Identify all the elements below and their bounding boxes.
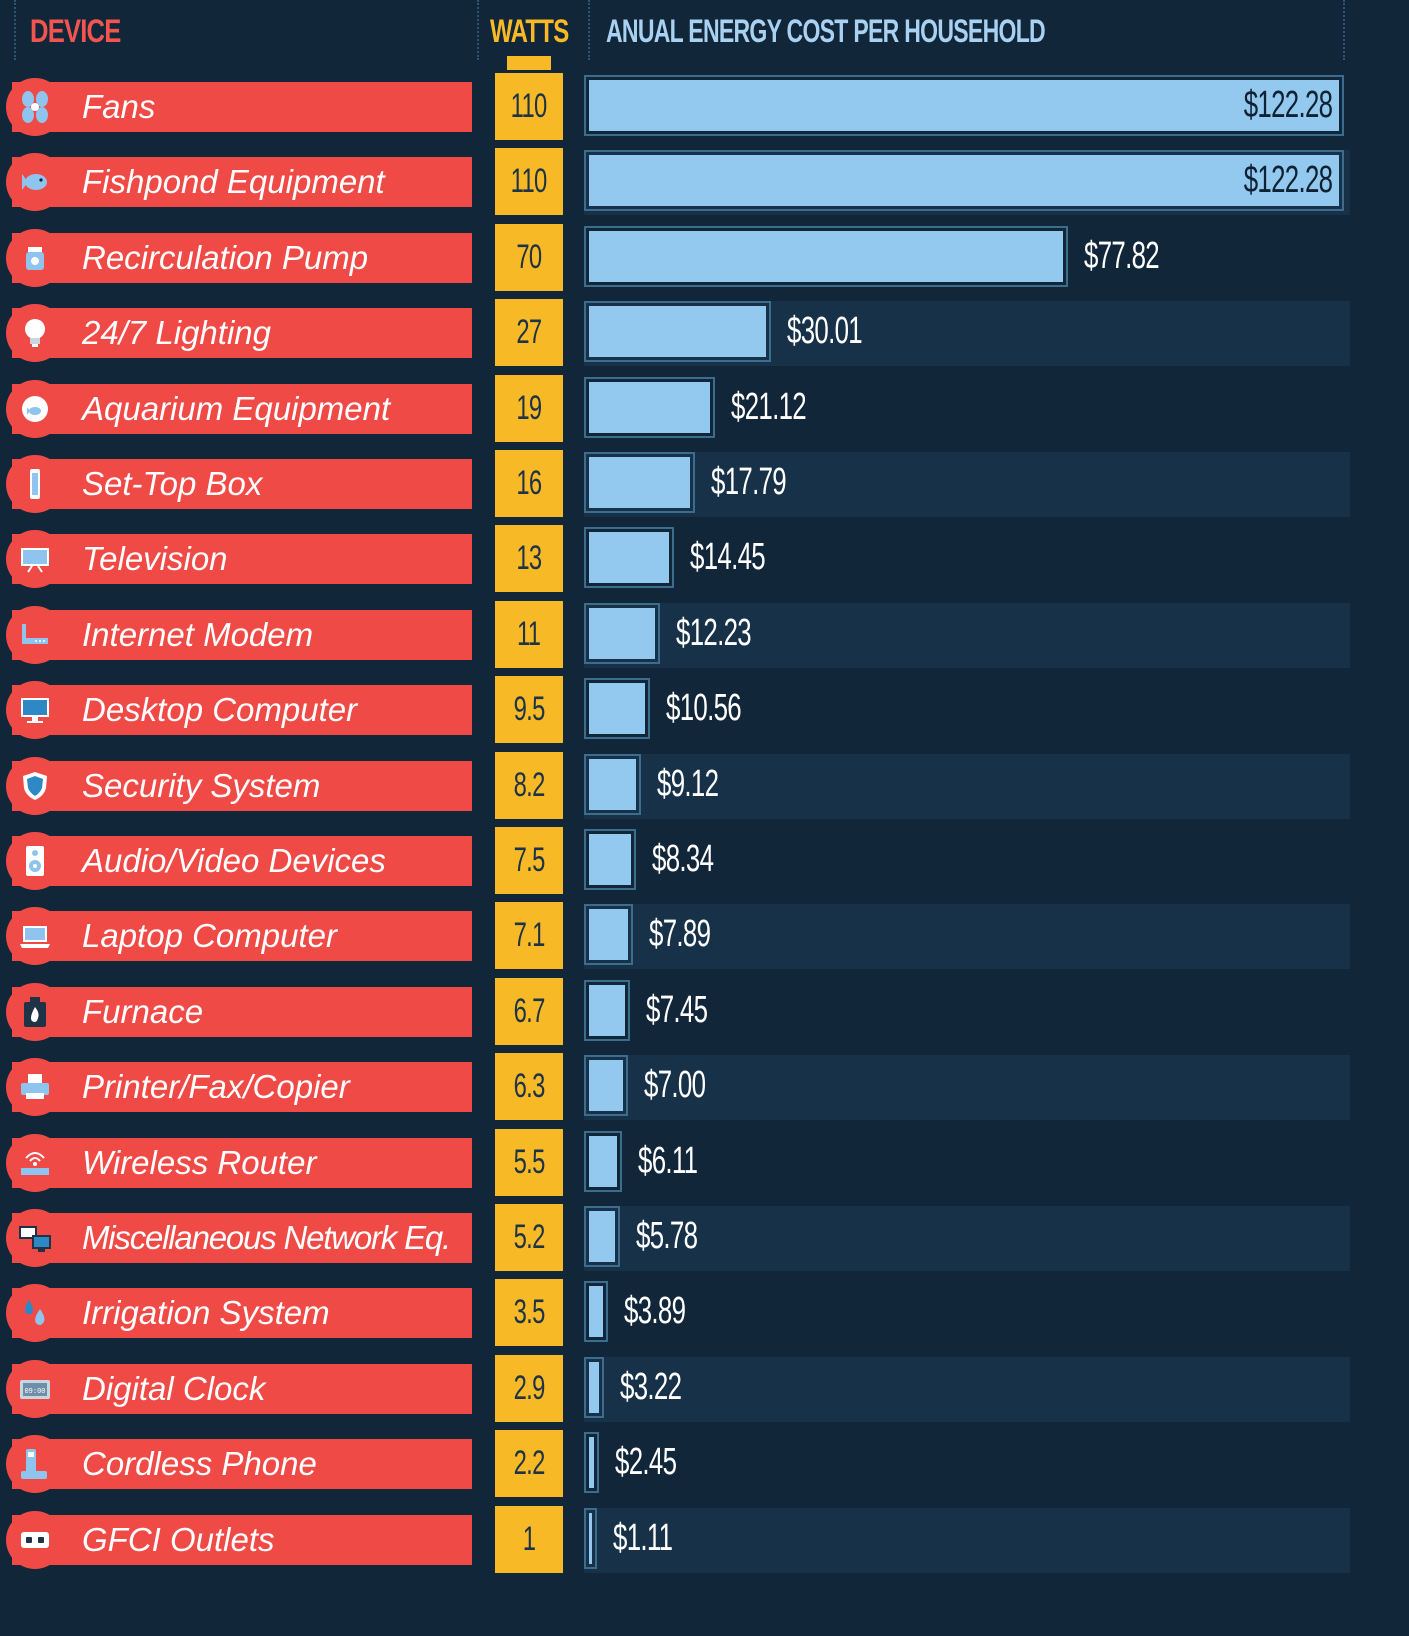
table-row (0, 144, 1350, 219)
device-label: Wireless Router (82, 1144, 317, 1181)
device-label: Miscellaneous Network Eq. (82, 1219, 450, 1256)
table-row (0, 295, 1350, 370)
watts-value: 6.3 (513, 1067, 545, 1105)
watts-box (495, 902, 563, 969)
device-label: Printer/Fax/Copier (82, 1068, 350, 1105)
laptop-icon (6, 907, 64, 965)
device-label: 24/7 Lighting (82, 314, 271, 351)
cost-bar (584, 527, 674, 588)
device-label: Furnace (82, 993, 204, 1030)
clock-text: 09:00 (24, 1388, 46, 1396)
cost-bar-fill (589, 1286, 603, 1337)
cost-bar (584, 980, 630, 1041)
cost-value-label: $122.28 (1243, 159, 1332, 201)
table-row (0, 69, 1350, 144)
device-label: Desktop Computer (82, 691, 358, 728)
device-label-bar (12, 534, 472, 584)
watts-value: 70 (516, 238, 542, 276)
cost-bar-fill (589, 1437, 594, 1488)
printer-icon (6, 1058, 64, 1116)
watts-box (495, 224, 563, 291)
cost-bar-fill (589, 1211, 615, 1262)
header-watts: WATTS (490, 12, 569, 49)
device-label: Fans (82, 88, 156, 125)
watts-box (495, 827, 563, 894)
watts-value: 8.2 (513, 766, 545, 804)
cost-bar (584, 1432, 599, 1493)
watts-value: 110 (511, 162, 547, 200)
table-row (0, 1426, 1350, 1501)
cost-bar-fill (589, 382, 710, 433)
watts-value: 7.1 (513, 916, 545, 954)
cost-bar (584, 301, 771, 362)
outlet-icon (6, 1511, 64, 1569)
cost-bar-fill (589, 80, 1339, 131)
watts-box (495, 676, 563, 743)
cost-bar-fill (589, 909, 628, 960)
fish-icon (6, 153, 64, 211)
set-top-box-icon (6, 455, 64, 513)
table-row (0, 672, 1350, 747)
watts-box (495, 148, 563, 215)
watts-box (495, 1053, 563, 1120)
wifi-router-icon (6, 1134, 64, 1192)
table-row (0, 1275, 1350, 1350)
cost-bar-fill (589, 1136, 617, 1187)
digital-clock-icon (6, 1360, 64, 1418)
cost-value-label: $6.11 (638, 1140, 698, 1182)
cost-bar (584, 226, 1068, 287)
table-row (0, 597, 1350, 672)
watts-box (495, 73, 563, 140)
table-row (0, 1049, 1350, 1124)
row-stripe (584, 1206, 1350, 1271)
watts-value: 5.2 (513, 1218, 545, 1256)
lightbulb-icon (6, 304, 64, 362)
cost-value-label: $77.82 (1084, 235, 1159, 277)
cost-bar-fill (589, 306, 766, 357)
watts-box (495, 752, 563, 819)
cost-bar-fill (589, 155, 1339, 206)
table-row (0, 748, 1350, 823)
table-row (0, 898, 1350, 973)
cost-bar (584, 150, 1344, 211)
table-row (0, 220, 1350, 295)
furnace-icon (6, 983, 64, 1041)
cost-bar (584, 452, 695, 513)
cost-bar (584, 1055, 628, 1116)
table-row (0, 1502, 1350, 1577)
cost-value-label: $3.89 (624, 1290, 686, 1332)
cost-bar (584, 603, 660, 664)
watts-value: 19 (516, 389, 542, 427)
cost-value-label: $7.45 (646, 989, 708, 1031)
cost-bar-fill (589, 532, 669, 583)
cost-bar (584, 904, 633, 965)
cost-value-label: $3.22 (620, 1366, 682, 1408)
cost-bar (584, 75, 1344, 136)
cost-bar-fill (589, 834, 631, 885)
cost-bar-fill (589, 1060, 623, 1111)
cost-value-label: $7.89 (649, 913, 711, 955)
cost-value-label: $122.28 (1243, 84, 1332, 126)
watts-value: 13 (516, 539, 542, 577)
row-stripe (584, 452, 1350, 517)
watts-value: 9.5 (513, 690, 545, 728)
device-label: Television (82, 540, 228, 577)
fan-icon (6, 78, 64, 136)
watts-value: 6.7 (513, 992, 545, 1030)
cost-value-label: $1.11 (613, 1517, 673, 1559)
watts-value: 7.5 (513, 841, 545, 879)
cost-bar-fill (589, 1513, 592, 1564)
cost-value-label: $8.34 (652, 838, 714, 880)
device-label: Security System (82, 767, 321, 804)
device-label: Fishpond Equipment (82, 163, 385, 200)
device-label: Recirculation Pump (82, 239, 369, 276)
cost-value-label: $21.12 (731, 386, 806, 428)
cordless-phone-icon (6, 1435, 64, 1493)
device-label: Aquarium Equipment (82, 390, 391, 427)
watts-value: 11 (517, 615, 541, 653)
cost-bar (584, 829, 636, 890)
device-label: Internet Modem (82, 616, 314, 653)
device-label: GFCI Outlets (82, 1521, 275, 1558)
watts-box (495, 375, 563, 442)
modem-icon (6, 606, 64, 664)
cost-bar (584, 678, 650, 739)
header-device: DEVICE (30, 12, 121, 49)
watts-box (495, 1430, 563, 1497)
watts-box (495, 1506, 563, 1573)
device-label: Irrigation System (82, 1294, 330, 1331)
row-stripe (584, 1357, 1350, 1422)
watts-value: 110 (511, 87, 547, 125)
cost-bar-fill (589, 608, 655, 659)
watts-box (495, 978, 563, 1045)
device-label-bar (12, 987, 472, 1037)
watts-value: 5.5 (513, 1143, 545, 1181)
cost-bar-fill (589, 457, 690, 508)
table-row (0, 521, 1350, 596)
cost-bar (584, 1131, 622, 1192)
header-cost: ANUAL ENERGY COST PER HOUSEHOLD (606, 12, 1045, 49)
device-label-bar (12, 82, 472, 132)
watts-box (495, 525, 563, 592)
cost-bar-fill (589, 759, 636, 810)
watts-value: 16 (516, 464, 542, 502)
cost-value-label: $30.01 (787, 310, 862, 352)
watts-box (495, 1355, 563, 1422)
cost-value-label: $14.45 (690, 536, 765, 578)
cost-value-label: $5.78 (636, 1215, 698, 1257)
watts-value: 2.2 (513, 1444, 545, 1482)
watts-box (495, 450, 563, 517)
watts-box (495, 1204, 563, 1271)
table-row (0, 371, 1350, 446)
watts-box (495, 601, 563, 668)
cost-bar (584, 1206, 620, 1267)
cost-value-label: $7.00 (644, 1064, 706, 1106)
cost-bar-fill (589, 1362, 599, 1413)
device-label: Digital Clock (82, 1370, 266, 1407)
cost-value-label: $17.79 (711, 461, 786, 503)
cost-bar (584, 754, 641, 815)
cost-bar (584, 1357, 604, 1418)
cost-value-label: $9.12 (657, 763, 719, 805)
pump-icon (6, 229, 64, 287)
device-label: Audio/Video Devices (82, 842, 386, 879)
network-icon (6, 1209, 64, 1267)
cost-value-label: $2.45 (615, 1441, 677, 1483)
speaker-icon (6, 832, 64, 890)
table-row (0, 446, 1350, 521)
cost-bar (584, 1508, 597, 1569)
table-row (0, 1125, 1350, 1200)
watts-value: 2.9 (513, 1369, 545, 1407)
watts-value: 1 (522, 1520, 536, 1558)
device-label: Laptop Computer (82, 917, 337, 954)
table-row (0, 974, 1350, 1049)
table-row (0, 1200, 1350, 1275)
television-icon (6, 530, 64, 588)
aquarium-icon (6, 380, 64, 438)
cost-bar (584, 377, 715, 438)
table-row (0, 1351, 1350, 1426)
watts-box (495, 1129, 563, 1196)
cost-bar (584, 1281, 608, 1342)
device-label: Set-Top Box (82, 465, 263, 502)
device-label: Cordless Phone (82, 1445, 317, 1482)
desktop-icon (6, 681, 64, 739)
water-drops-icon (6, 1284, 64, 1342)
watts-box (495, 1279, 563, 1346)
cost-value-label: $12.23 (676, 612, 751, 654)
watts-value: 3.5 (513, 1293, 545, 1331)
cost-value-label: $10.56 (666, 687, 741, 729)
cost-bar-fill (589, 683, 645, 734)
table-row (0, 823, 1350, 898)
watts-value: 27 (516, 313, 542, 351)
cost-bar-fill (589, 985, 625, 1036)
shield-icon (6, 757, 64, 815)
watts-box (495, 299, 563, 366)
row-stripe (584, 1508, 1350, 1573)
cost-bar-fill (589, 231, 1063, 282)
